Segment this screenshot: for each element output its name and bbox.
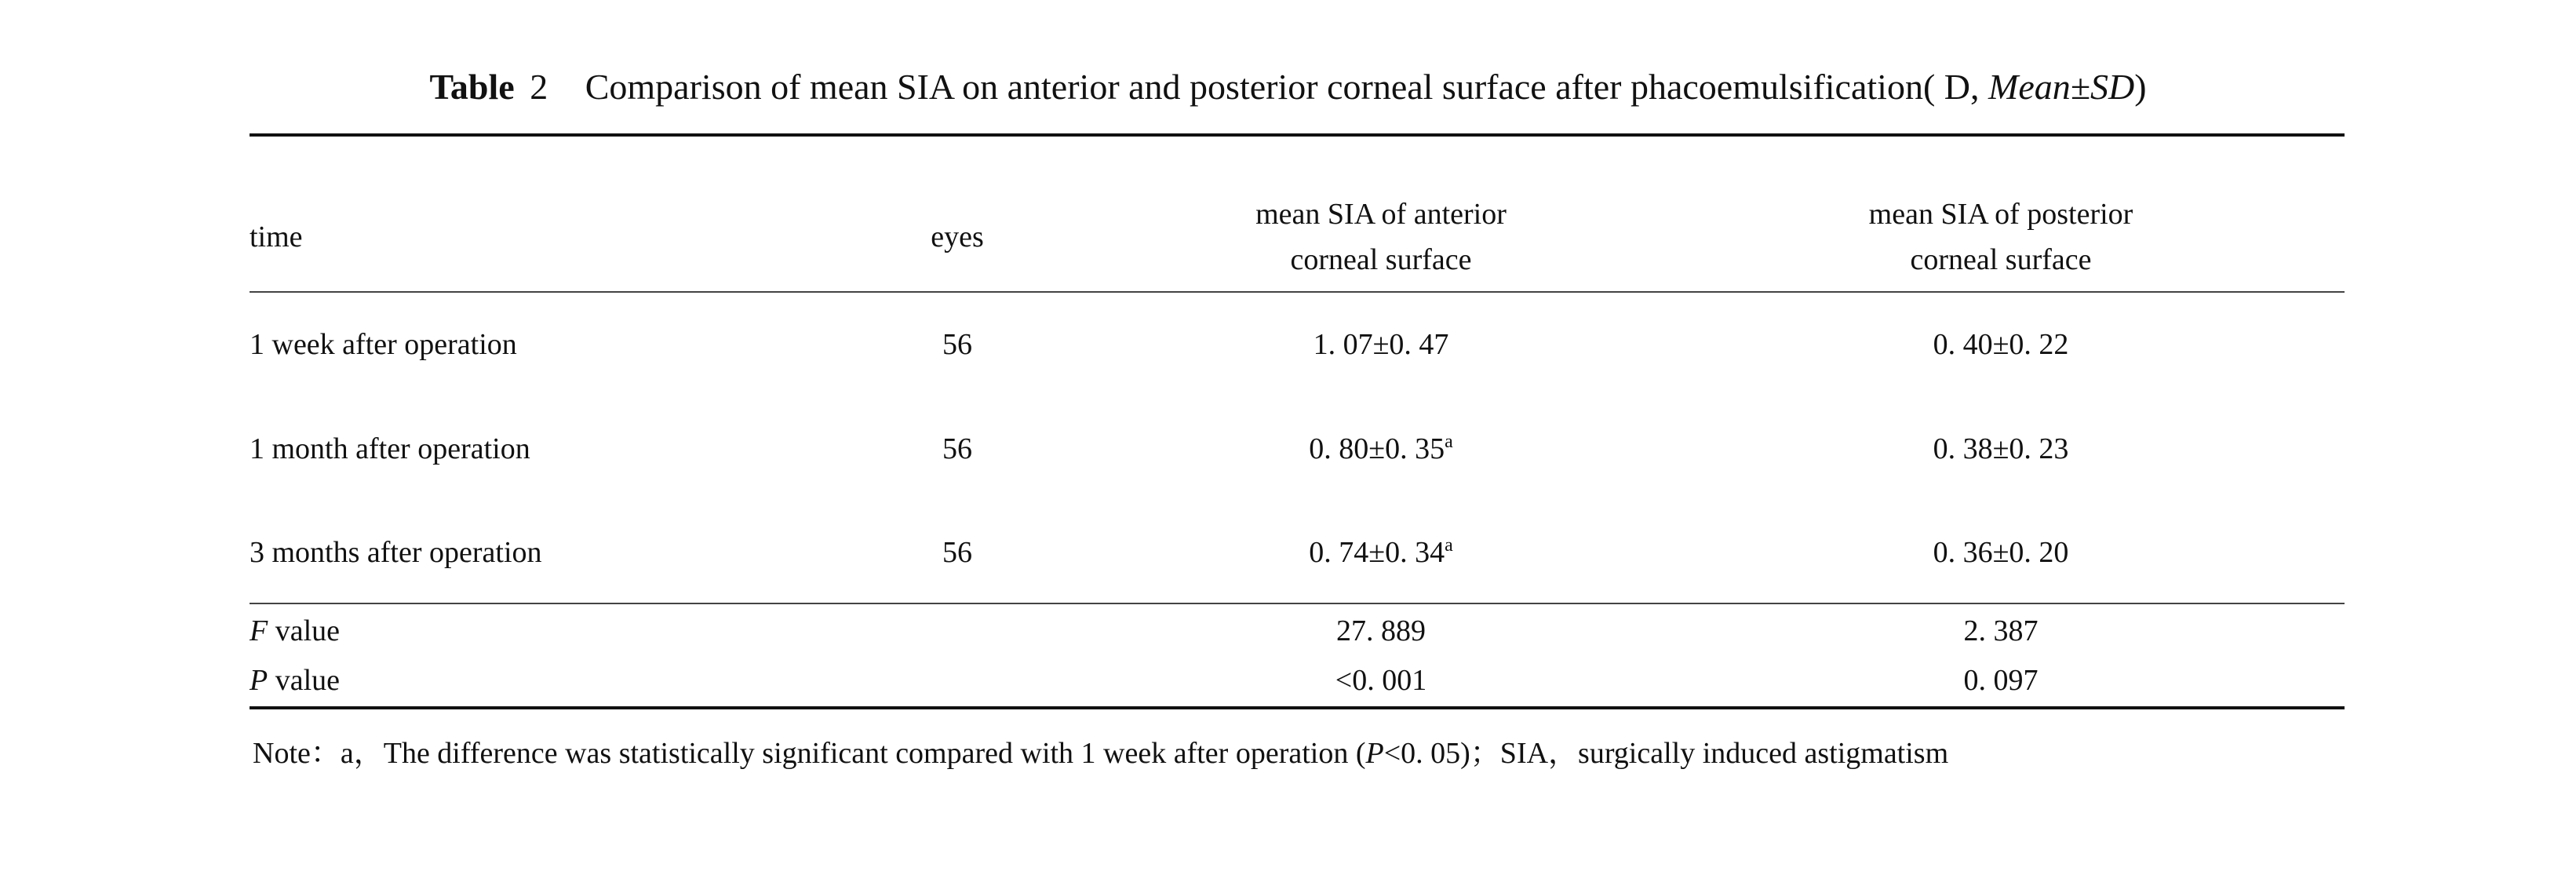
row-time: 3 months after operation xyxy=(250,536,542,569)
table-number: 2 xyxy=(530,67,548,107)
header-anterior-line2: corneal surface xyxy=(1290,243,1472,276)
header-posterior-line2: corneal surface xyxy=(1910,243,2092,276)
stat-label xyxy=(250,658,340,703)
header-eyes: eyes xyxy=(931,221,984,253)
row-anterior xyxy=(1146,322,1616,367)
row-time: 1 week after operation xyxy=(250,328,517,361)
row-anterior xyxy=(1146,530,1616,575)
table-label: Table xyxy=(429,67,515,107)
top-rule xyxy=(250,133,2345,137)
row-eyes: 56 xyxy=(942,432,972,465)
row-eyes: 56 xyxy=(942,536,972,569)
header-rule xyxy=(250,291,2345,293)
row-posterior: 0. 36±0. 20 xyxy=(1933,536,2069,569)
row-posterior: 0. 40±0. 22 xyxy=(1933,328,2069,361)
note-p-value: <0. 05 xyxy=(1383,737,1461,770)
table-note xyxy=(253,728,1948,771)
table-caption xyxy=(0,66,2576,108)
row-time: 1 month after operation xyxy=(250,432,530,465)
stat-anterior: 27. 889 xyxy=(1336,614,1426,647)
row-anterior-sup: a xyxy=(1445,432,1453,452)
note-prefix: Note：a，The difference was statistically significant compared with 1 week after operation ( xyxy=(253,737,1366,770)
header-time: time xyxy=(250,221,303,253)
row-anterior-sup: a xyxy=(1445,535,1453,556)
note-p-symbol: P xyxy=(1365,737,1384,770)
row-anterior-value: 0. 74±0. 34 xyxy=(1309,536,1445,569)
stat-label-text: value xyxy=(268,614,341,647)
stat-posterior: 0. 097 xyxy=(1963,664,2039,697)
stats-rule xyxy=(250,603,2345,604)
row-anterior-value: 0. 80±0. 35 xyxy=(1309,432,1445,465)
bottom-rule xyxy=(250,706,2345,709)
row-eyes: 56 xyxy=(942,328,972,361)
caption-close: ) xyxy=(2134,67,2147,107)
row-posterior: 0. 38±0. 23 xyxy=(1933,432,2069,465)
stat-symbol: F xyxy=(250,614,268,647)
caption-text: Comparison of mean SIA on anterior and posterior corneal surface after phacoemulsification( D, xyxy=(585,67,1988,107)
header-posterior xyxy=(1765,191,2236,283)
caption-unit: Mean±SD xyxy=(1988,67,2135,107)
header-posterior-line1: mean SIA of posterior xyxy=(1868,198,2133,231)
stat-label-text: value xyxy=(268,664,341,697)
row-anterior xyxy=(1146,426,1616,472)
header-anterior xyxy=(1146,191,1616,283)
stat-label xyxy=(250,608,340,654)
header-anterior-line1: mean SIA of anterior xyxy=(1255,198,1507,231)
stat-anterior: <0. 001 xyxy=(1335,664,1427,697)
stat-symbol: P xyxy=(250,664,268,697)
note-suffix: )；SIA，surgically induced astigmatism xyxy=(1460,737,1949,770)
stat-posterior: 2. 387 xyxy=(1963,614,2039,647)
row-anterior-value: 1. 07±0. 47 xyxy=(1313,328,1449,361)
